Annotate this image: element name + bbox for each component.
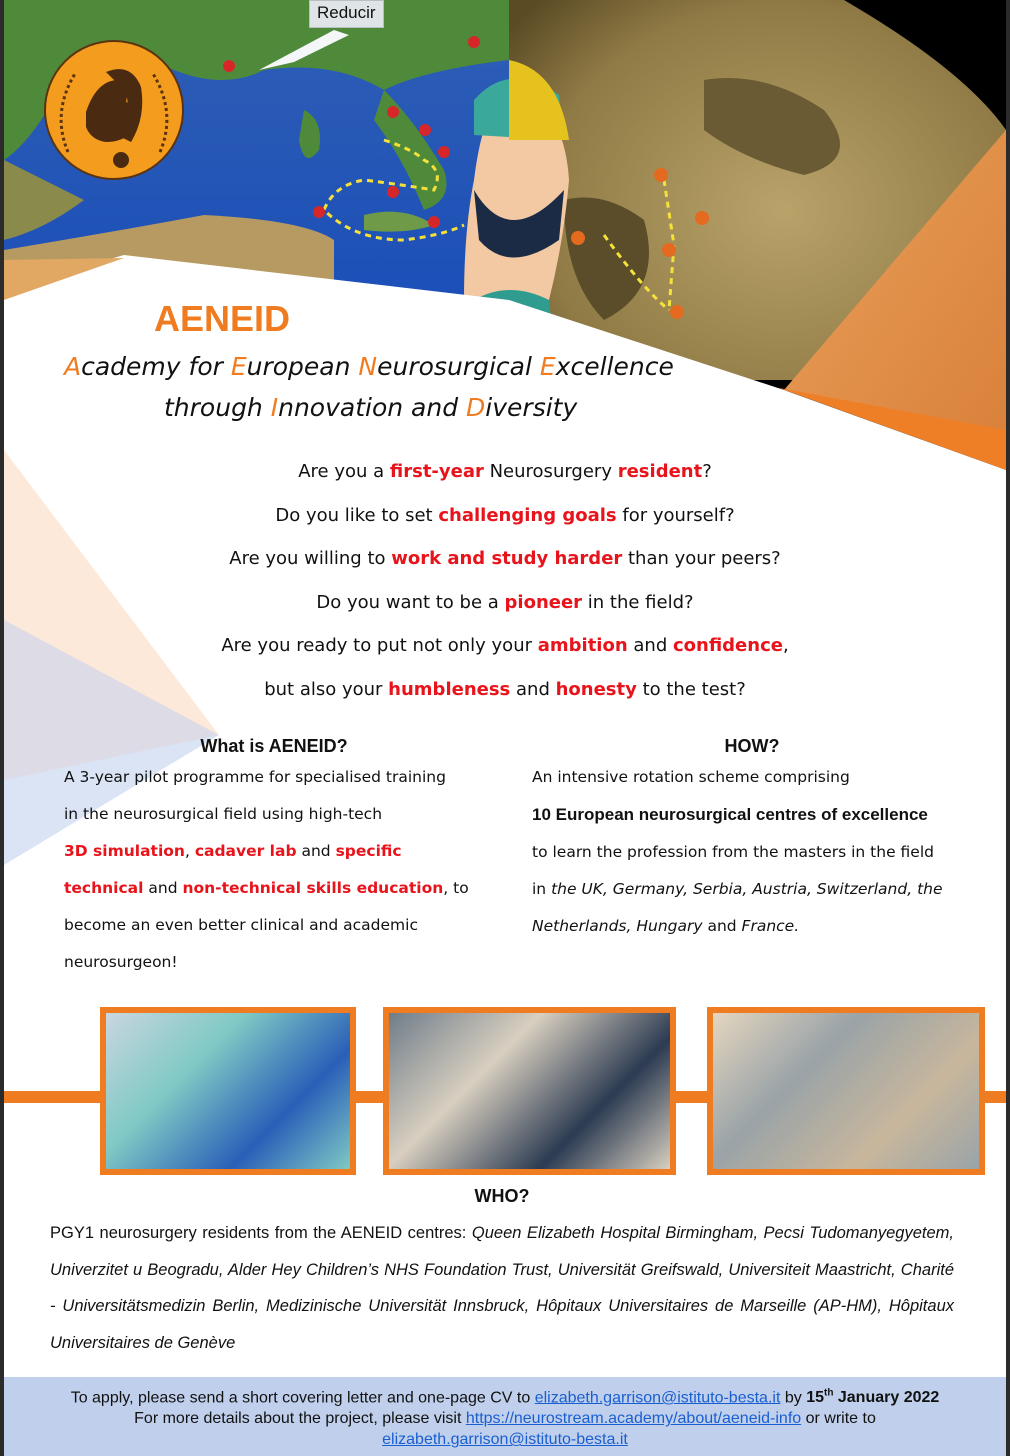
photo-strip — [4, 1007, 1006, 1177]
how-segment: 10 European neurosurgical centres of excellence — [532, 805, 928, 824]
subtitle-segment: D — [466, 393, 486, 422]
question-segment: ? — [702, 461, 712, 482]
apply-footer — [4, 1377, 1006, 1456]
how-segment: the UK, Germany, Serbia, Austria, Switzerland, the — [551, 880, 943, 898]
what-segment: become an even better clinical and academic — [64, 916, 418, 934]
what-line — [64, 944, 484, 981]
how-line — [532, 796, 972, 834]
how-segment: in — [532, 880, 552, 898]
question-segment: to the test? — [636, 678, 746, 700]
question-line — [4, 452, 1006, 496]
question-segment: and — [510, 678, 556, 700]
write-to-text: or write to — [801, 1410, 876, 1428]
what-segment: and — [143, 879, 183, 897]
deadline-month-year: January 2022 — [833, 1389, 940, 1407]
what-segment: in the neurosurgical field using high-tech — [64, 805, 383, 823]
what-segment: 3D simulation — [64, 842, 185, 860]
question-segment: honesty — [555, 678, 637, 700]
surgeons-operating-photo — [106, 1013, 350, 1169]
what-segment: , — [184, 842, 195, 860]
poster-page — [4, 0, 1006, 1456]
question-segment: Are you ready to put not only your — [221, 635, 538, 657]
apply-email-link[interactable]: elizabeth.garrison@istituto-besta.it — [534, 1389, 781, 1407]
photo-frame-surgery — [100, 1007, 356, 1175]
program-subtitle-line2 — [164, 393, 577, 422]
who-intro: PGY1 neurosurgery residents from the AENEID centres: — [50, 1224, 472, 1242]
helmeted-heads-emblem-icon — [46, 42, 182, 178]
interview-photo — [389, 1013, 670, 1169]
how-segment: France. — [741, 917, 800, 935]
reduce-tooltip: Reducir — [309, 0, 384, 28]
program-subtitle-line1 — [64, 352, 674, 381]
contact-email-link[interactable]: elizabeth.garrison@istituto-besta.it — [382, 1431, 628, 1449]
what-segment: neurosurgeon! — [64, 953, 178, 971]
question-line — [4, 539, 1006, 583]
apply-text: To apply, please send a short covering letter and one-page CV to — [70, 1389, 535, 1407]
photo-frame-simulation — [707, 1007, 985, 1175]
question-segment: work and study harder — [391, 548, 623, 570]
question-segment: resident — [617, 461, 703, 482]
what-segment: and — [296, 842, 336, 860]
deadline — [806, 1389, 939, 1406]
question-segment: Are you willing to — [229, 548, 392, 570]
subtitle-segment: cademy for — [81, 352, 231, 381]
how-line — [532, 908, 972, 945]
how-segment: Netherlands, Hungary — [532, 917, 703, 935]
question-segment: humbleness — [388, 678, 511, 700]
question-segment: pioneer — [504, 591, 583, 613]
what-line — [64, 759, 484, 796]
subtitle-segment: E — [230, 352, 247, 381]
details-text: For more details about the project, please visit — [134, 1410, 466, 1428]
question-segment: in the field? — [582, 591, 694, 613]
question-line — [4, 496, 1006, 540]
how-line — [532, 871, 972, 908]
what-line — [64, 870, 484, 907]
question-segment: for yourself? — [616, 504, 735, 526]
question-segment: but also your — [264, 678, 389, 700]
photo-frame-interview — [383, 1007, 676, 1175]
question-segment: Do you want to be a — [316, 591, 505, 613]
what-line — [64, 833, 484, 870]
deadline-suffix: th — [823, 1388, 834, 1399]
question-segment: confidence — [672, 635, 783, 657]
subtitle-segment: A — [64, 352, 82, 381]
who-section — [50, 1186, 954, 1361]
question-segment: , — [782, 635, 789, 657]
project-info-link[interactable]: https://neurostream.academy/about/aeneid-info — [465, 1410, 802, 1428]
how-heading: HOW? — [724, 736, 780, 756]
what-segment: specific — [335, 842, 402, 860]
question-segment: Do you like to set — [275, 504, 439, 526]
deadline-day: 15 — [806, 1389, 824, 1407]
subtitle-segment: nnovation and — [278, 393, 467, 422]
question-segment: and — [627, 635, 673, 657]
questions-block — [4, 452, 1006, 714]
by-text: by — [780, 1389, 807, 1407]
who-description — [50, 1215, 954, 1361]
what-segment: non-technical skills education — [182, 879, 444, 897]
what-segment: technical — [64, 879, 144, 897]
what-line — [64, 796, 484, 833]
question-segment: than your peers? — [622, 548, 781, 570]
how-line — [532, 759, 972, 796]
question-segment: ambition — [537, 635, 628, 657]
subtitle-segment: I — [270, 393, 279, 422]
question-line — [4, 626, 1006, 670]
question-segment: Neurosurgery — [483, 461, 618, 482]
contact-line — [4, 1429, 1006, 1450]
aeneid-logo — [44, 40, 184, 180]
what-heading: What is AENEID? — [200, 736, 348, 756]
what-segment: , to — [443, 879, 469, 897]
apply-line — [4, 1383, 1006, 1408]
how-segment: to learn the profession from the masters in the field — [532, 843, 934, 861]
what-segment: cadaver lab — [194, 842, 297, 860]
subtitle-segment: xcellence — [555, 352, 674, 381]
how-segment: and — [702, 917, 742, 935]
what-segment: A 3-year pilot programme for specialised training — [64, 768, 446, 786]
question-segment: challenging goals — [438, 504, 617, 526]
question-line — [4, 670, 1006, 714]
details-line — [4, 1408, 1006, 1429]
what-line — [64, 907, 484, 944]
who-centres-list: Queen Elizabeth Hospital Birmingham, Pecsi Tudomanyegyetem, Univerzitet u Beogradu, Alder Hey Children’s NHS Foundation Trust, Universität Greifswald, Universiteit Maastricht, Charité - Universitätsmedizin Berlin, Medizinische Universität Innsbruck, Hôpitaux Universitaires de Marseille (AP-HM), Hôpitaux Universitaires de Genève — [50, 1224, 955, 1352]
how-segment: An intensive rotation scheme comprising — [532, 768, 850, 786]
subtitle-segment: eurosurgical — [377, 352, 540, 381]
who-heading: WHO? — [474, 1186, 530, 1206]
question-segment: Are you a — [298, 461, 390, 482]
program-title: AENEID — [154, 298, 291, 339]
what-section — [64, 736, 484, 981]
simulation-drill-photo — [713, 1013, 979, 1169]
question-line — [4, 583, 1006, 627]
subtitle-segment: E — [539, 352, 556, 381]
subtitle-segment: N — [358, 352, 378, 381]
subtitle-segment: uropean — [246, 352, 359, 381]
how-section — [532, 736, 972, 945]
subtitle-segment: through — [164, 393, 271, 422]
subtitle-segment: iversity — [485, 393, 578, 422]
question-segment: first-year — [389, 461, 484, 482]
how-line — [532, 834, 972, 871]
